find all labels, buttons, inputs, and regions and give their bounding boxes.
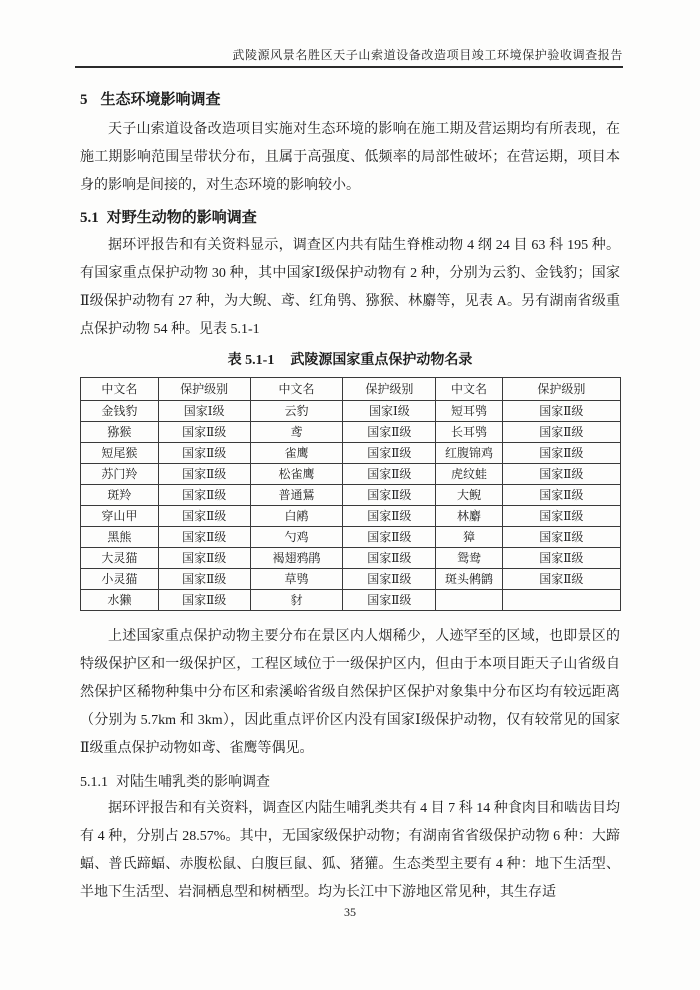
- section-5-1-intro-paragraph: 据环评报告和有关资料显示，调查区内共有陆生脊椎动物 4 纲 24 目 63 科 195 种。有国家重点保护动物 30 种，其中国家Ⅰ级保护动物有 2 种，分别为云豹、金钱豹；国家Ⅱ级保护动物有 27 种，为大鲵、鸢、红角鸮、猕猴、林麝等，见表 A。另有湖南省级重点保护动物 54 种。见表 5.1-1: [80, 238, 620, 337]
- table-row: [81, 569, 621, 590]
- table-header-cell: 保护级别: [502, 378, 620, 401]
- table-row: [81, 464, 621, 485]
- table-cell: 褐翅鸦鹃: [250, 548, 343, 569]
- table-cell: 黑熊: [81, 527, 159, 548]
- table-cell: 金钱豹: [81, 401, 159, 422]
- table-cell: 大鲵: [436, 485, 502, 506]
- table-cell: [436, 590, 502, 611]
- table-cell: 林麝: [436, 506, 502, 527]
- table-row: [81, 527, 621, 548]
- table-cell: 国家Ⅱ级: [502, 548, 620, 569]
- table-cell: 国家Ⅰ级: [158, 401, 250, 422]
- table-row: [81, 590, 621, 611]
- table-header-cell: 保护级别: [343, 378, 436, 401]
- table-cell: 国家Ⅱ级: [343, 422, 436, 443]
- table-cell: 国家Ⅱ级: [502, 485, 620, 506]
- table-row: [81, 401, 621, 422]
- table-header-row: [81, 378, 621, 401]
- table-cell: 豺: [250, 590, 343, 611]
- table-cell: 国家Ⅱ级: [158, 527, 250, 548]
- header-rule: [75, 66, 623, 68]
- table-cell: 国家Ⅱ级: [158, 422, 250, 443]
- table-row: [81, 422, 621, 443]
- table-cell: 国家Ⅱ级: [158, 443, 250, 464]
- table-caption-label: 表 5.1-1: [227, 353, 275, 368]
- table-cell: 水獭: [81, 590, 159, 611]
- table-cell: 斑羚: [81, 485, 159, 506]
- table-row: [81, 485, 621, 506]
- page-number: 35: [344, 905, 356, 919]
- table-cell: 小灵猫: [81, 569, 159, 590]
- section-5-1-1-title: 对陆生哺乳类的影响调查: [116, 775, 270, 790]
- section-5-title: 生态环境影响调查: [100, 92, 221, 108]
- table-cell: 雀鹰: [250, 443, 343, 464]
- table-cell: 国家Ⅱ级: [158, 506, 250, 527]
- table-cell: 国家Ⅱ级: [343, 443, 436, 464]
- table-cell: 大灵猫: [81, 548, 159, 569]
- table-cell: 国家Ⅱ级: [343, 569, 436, 590]
- table-cell: 斑头鸺鹠: [436, 569, 502, 590]
- table-cell: 国家Ⅱ级: [343, 548, 436, 569]
- section-5-1-1-number: 5.1.1: [80, 775, 108, 790]
- section-5-heading: [80, 88, 620, 112]
- table-cell: 红腹锦鸡: [436, 443, 502, 464]
- table-row: [81, 443, 621, 464]
- table-header-cell: 中文名: [436, 378, 502, 401]
- table-cell: 国家Ⅱ级: [343, 527, 436, 548]
- table-caption-title: 武陵源国家重点保护动物名录: [290, 353, 473, 368]
- section-5-1-number: 5.1: [80, 210, 99, 226]
- section-5-1-1-heading: [80, 771, 620, 795]
- table-cell: 短耳鸮: [436, 401, 502, 422]
- section-5-intro-paragraph: 天子山索道设备改造项目实施对生态环境的影响在施工期及营运期均有所表现，在施工期影响范围呈带状分布，且属于高强度、低频率的局部性破坏；在营运期，项目本身的影响是间接的，对生态环境的影响较小。: [80, 122, 620, 193]
- table-header-cell: 中文名: [81, 378, 159, 401]
- table-cell: 虎纹蛙: [436, 464, 502, 485]
- table-cell: 勺鸡: [250, 527, 343, 548]
- table-cell: 国家Ⅱ级: [343, 464, 436, 485]
- table-cell: 獐: [436, 527, 502, 548]
- table-cell: 国家Ⅱ级: [343, 590, 436, 611]
- table-cell: 松雀鹰: [250, 464, 343, 485]
- table-cell: 苏门羚: [81, 464, 159, 485]
- table-cell: 云豹: [250, 401, 343, 422]
- table-cell: 国家Ⅱ级: [502, 464, 620, 485]
- table-row: [81, 548, 621, 569]
- table-cell: 鸳鸯: [436, 548, 502, 569]
- table-header-cell: 保护级别: [158, 378, 250, 401]
- table-cell: 国家Ⅱ级: [502, 422, 620, 443]
- table-cell: 短尾猴: [81, 443, 159, 464]
- table-cell: 国家Ⅱ级: [158, 548, 250, 569]
- section-5-1-title: 对野生动物的影响调查: [106, 210, 257, 226]
- table-header-cell: 中文名: [250, 378, 343, 401]
- table-cell: 草鸮: [250, 569, 343, 590]
- protected-animals-table: [80, 377, 621, 611]
- table-caption: [80, 348, 620, 374]
- running-head: 武陵源风景名胜区天子山索道设备改造项目竣工环境保护验收调查报告: [232, 48, 623, 62]
- table-cell: 国家Ⅱ级: [502, 569, 620, 590]
- table-cell: 国家Ⅱ级: [158, 464, 250, 485]
- table-cell: 国家Ⅱ级: [343, 506, 436, 527]
- table-cell: 国家Ⅱ级: [502, 401, 620, 422]
- table-cell: 国家Ⅱ级: [502, 506, 620, 527]
- table-cell: 国家Ⅱ级: [158, 569, 250, 590]
- page-content: [80, 88, 620, 907]
- table-cell: 国家Ⅱ级: [158, 485, 250, 506]
- table-row: [81, 506, 621, 527]
- section-5-1-after-table-paragraph: 上述国家重点保护动物主要分布在景区内人烟稀少，人迹罕至的区域，也即景区的特级保护区和一级保护区，工程区域位于一级保护区内，但由于本项目距天子山省级自然保护区稀物种集中分布区和索溪峪省级自然保护区保护对象集中分布区均有较远距离（分别为 5.7km 和 3km），因此重点评价区内没有国家Ⅰ级保护动物，仅有较常见的国家Ⅱ级重点保护动物如鸢、雀鹰等偶见。: [80, 629, 620, 756]
- section-5-1-1-intro-paragraph: 据环评报告和有关资料，调查区内陆生哺乳类共有 4 目 7 科 14 种食肉目和啮齿目均有 4 种，分别占 28.57%。其中，无国家级保护动物；有湖南省省级保护动物 6 种：大蹄蝠、普氏蹄蝠、赤腹松鼠、白腹巨鼠、狐、猪獾。生态类型主要有 4 种：地下生活型、半地下生活型、岩洞栖息型和树栖型。均为长江中下游地区常见种，其生存适: [80, 801, 620, 900]
- table-cell: 国家Ⅱ级: [343, 485, 436, 506]
- table-cell: 鸢: [250, 422, 343, 443]
- table-cell: 白鹇: [250, 506, 343, 527]
- table-cell: 长耳鸮: [436, 422, 502, 443]
- table-cell: [502, 590, 620, 611]
- table-cell: 国家Ⅱ级: [502, 527, 620, 548]
- table-cell: 国家Ⅰ级: [343, 401, 436, 422]
- table-cell: 普通鵟: [250, 485, 343, 506]
- table-cell: 猕猴: [81, 422, 159, 443]
- section-5-1-heading: [80, 206, 620, 230]
- table-cell: 国家Ⅱ级: [502, 443, 620, 464]
- table-cell: 国家Ⅱ级: [158, 590, 250, 611]
- section-5-number: 5: [80, 92, 88, 108]
- table-cell: 穿山甲: [81, 506, 159, 527]
